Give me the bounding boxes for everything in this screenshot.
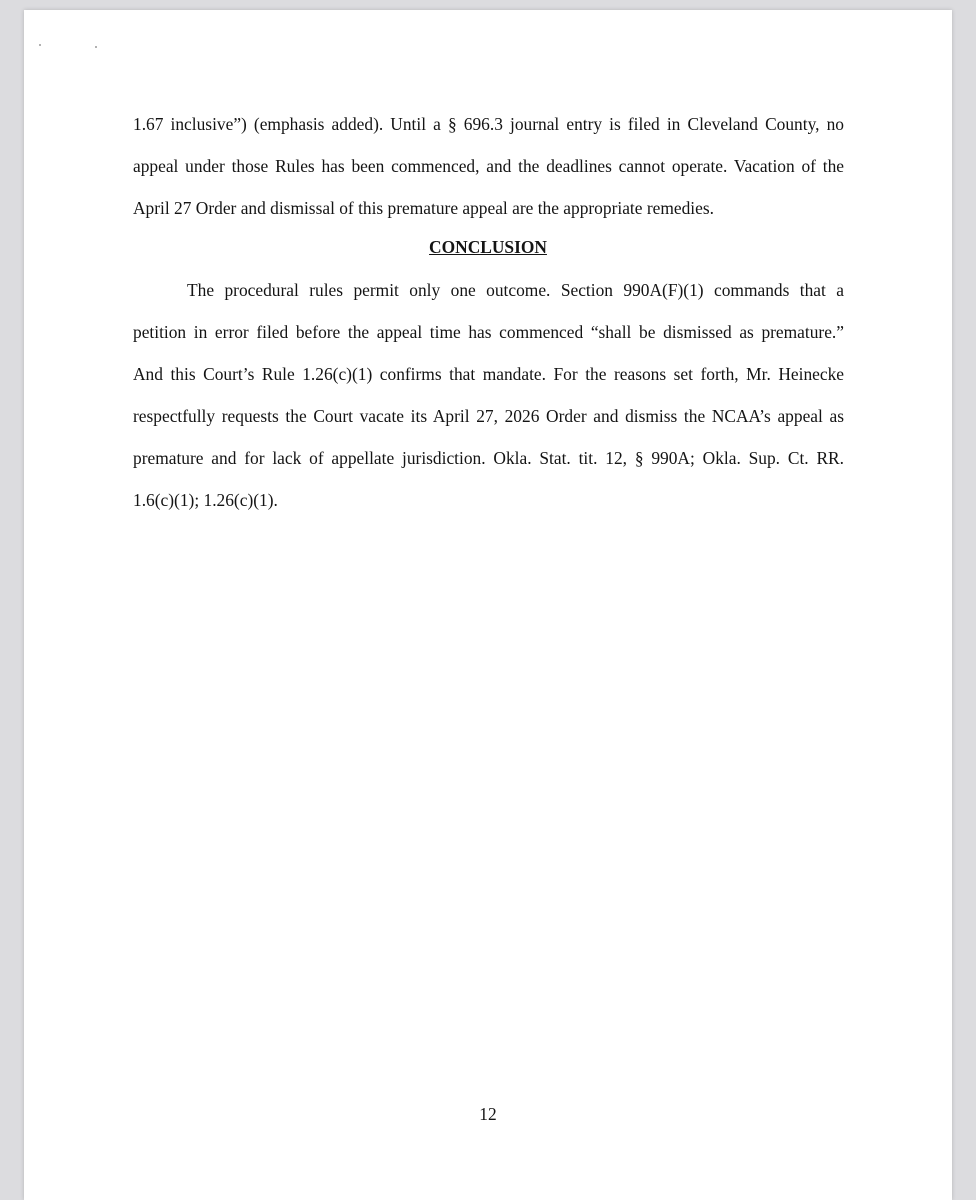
body-text-line: 1.6(c)(1); 1.26(c)(1). [133, 490, 278, 510]
page-number: 12 [479, 1104, 497, 1124]
body-text-line: The procedural rules permit only one outcome. Section 990A(F)(1) commands that a [187, 280, 844, 300]
scan-speck [39, 44, 41, 46]
body-text-line: And this Court’s Rule 1.26(c)(1) confirms that mandate. For the reasons set forth, Mr. Heinecke [133, 364, 844, 384]
body-text-line: respectfully requests the Court vacate its April 27, 2026 Order and dismiss the NCAA’s appeal as [133, 406, 844, 426]
document-page [24, 10, 952, 1200]
body-text-line: April 27 Order and dismissal of this premature appeal are the appropriate remedies. [133, 198, 714, 218]
body-text-line: premature and for lack of appellate jurisdiction. Okla. Stat. tit. 12, § 990A; Okla. Sup. Ct. RR. [133, 448, 844, 468]
body-text-line: 1.67 inclusive”) (emphasis added). Until a § 696.3 journal entry is filed in Cleveland County, no [133, 114, 844, 134]
body-text-line: petition in error filed before the appeal time has commenced “shall be dismissed as premature.” [133, 322, 844, 342]
section-heading: CONCLUSION [429, 237, 547, 257]
body-text-line: appeal under those Rules has been commenced, and the deadlines cannot operate. Vacation of the [133, 156, 844, 176]
scan-speck [95, 46, 97, 48]
